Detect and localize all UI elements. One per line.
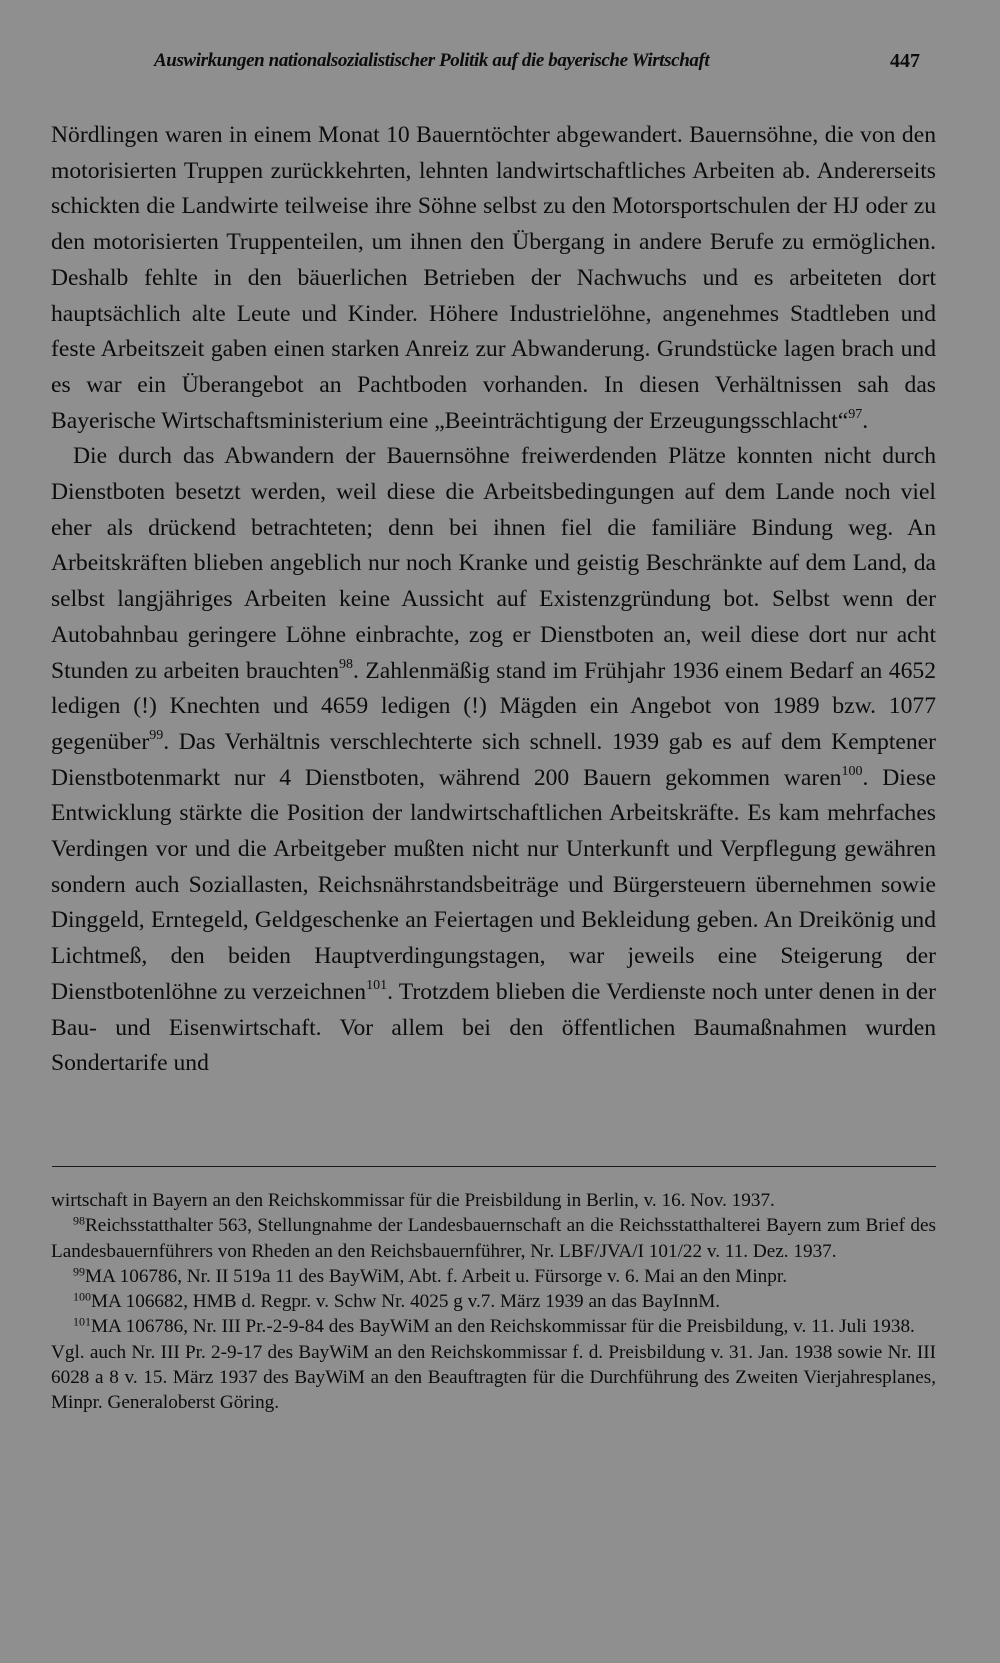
running-header (150, 46, 920, 76)
footnote-ref: 97 (848, 406, 863, 422)
text-run: Die durch das Abwandern der Bauernsöhne freiwerdenden Plätze konnten nicht durch Dienstboten besetzt werden, weil diese die Arbeitsbedingungen auf dem Lande noch viel eher als drückend betrachteten; denn bei ihnen fiel die familiäre Bindung weg. An Arbeitskräften blieben angeblich nur noch Kranke und geistig Beschränkte auf dem Land, da selbst langjähriges Arbeiten keine Aussicht auf Existenzgründung bot. Selbst wenn der Autobahnbau geringere Löhne einbrachte, zog er Dienstboten an, weil diese dort nur acht Stunden zu arbeiten brauchten (51, 443, 936, 684)
text-run: . Trotzdem blieben die Verdienste noch unter denen in der Bau- und Eisenwirtschaft. Vor allem bei den öffentlichen Baumaßnahmen wurden Sondertarife und (51, 978, 936, 1077)
footnote-text: MA 106682, HMB d. Regpr. v. Schw Nr. 4025 g v.7. März 1939 an das BayInnM. (91, 1291, 721, 1313)
footnote-text: MA 106786, Nr. III Pr.-2-9-84 des BayWiM an den Reichskommissar für die Preisbildung, v. 11. Juli 1938. (91, 1316, 915, 1338)
footnote-number: 100 (73, 1289, 91, 1304)
footnote-number: 99 (73, 1264, 85, 1279)
paragraph (51, 118, 936, 439)
page-number: 447 (890, 50, 920, 72)
text-run: . Das Verhältnis verschlechterte sich schnell. 1939 gab es auf dem Kemptener Dienstbotenmarkt nur 4 Dienstboten, während 200 Bauern gekommen waren (51, 728, 936, 791)
footnote-number: 101 (73, 1314, 91, 1329)
footnote-text: MA 106786, Nr. II 519a 11 des BayWiM, Abt. f. Arbeit u. Fürsorge v. 6. Mai an den Minpr. (85, 1265, 787, 1287)
text-run: . (862, 407, 869, 434)
footnote-ref: 101 (366, 978, 388, 994)
footnote-ref: 99 (149, 728, 164, 744)
footnote-text: Reichsstatthalter 563, Stellungnahme der Landesbauernschaft an die Reichsstatthalterei Bayern zum Brief des Landesbauernführers von Rheden an den Reichsbauernführer, Nr. LBF/JVA/I 101/22 v. 11. Dez. 1937. (51, 1215, 936, 1262)
text-run: Nördlingen waren in einem Monat 10 Bauerntöchter abgewandert. Bauernsöhne, die von den motorisierten Truppen zurückkehrten, lehnten landwirtschaftliches Arbeiten ab. Andererseits schickten die Landwirte teilweise ihre Söhne selbst zu den Motorsportschulen der HJ oder zu den motorisierten Truppenteilen, um ihnen den Übergang in andere Berufe zu ermöglichen. Deshalb fehlte in den bäuerlichen Betrieben der Nachwuchs und es arbeiteten dort hauptsächlich alte Leute und Kinder. Höhere Industrielöhne, angenehmes Stadtleben und feste Arbeitszeit gaben einen starken Anreiz zur Abwanderung. Grundstücke lagen brach und es war ein Überangebot an Pachtboden vorhanden. In diesen Verhältnissen sah das Bayerische Wirtschaftsministerium eine „Beeinträchtigung der Erzeugungsschlacht“ (51, 122, 936, 434)
footnote-continuation: wirtschaft in Bayern an den Reichskommissar für die Preisbildung in Berlin, v. 16. Nov. 1937. (51, 1190, 775, 1211)
main-text (51, 118, 936, 1082)
running-title: Auswirkungen nationalsozialistischer Politik auf die bayerische Wirtschaft (154, 50, 710, 71)
footnote (51, 1264, 936, 1289)
text-run: . Zahlenmäßig stand im Frühjahr 1936 einem Bedarf an 4652 ledigen (!) Knechten und 4659 ledigen (!) Mägden ein Angebot von 1989 bzw. 1077 gegenüber (51, 657, 936, 755)
footnote-ref: 100 (841, 763, 863, 779)
footnote-ref: 98 (339, 656, 353, 672)
footnotes (51, 1188, 936, 1416)
footnote-divider (52, 1166, 936, 1167)
footnote (51, 1213, 936, 1264)
footnote-number: 98 (73, 1213, 85, 1228)
paragraph (51, 439, 936, 1082)
footnote (51, 1289, 936, 1314)
footnote (51, 1314, 936, 1339)
footnote-continuation: Vgl. auch Nr. III Pr. 2-9-17 des BayWiM an den Reichskommissar f. d. Preisbildung v. 31. Jan. 1938 sowie Nr. III 6028 a 8 v. 15. März 1937 des BayWiM an den Beauftragten für die Durchführung des Zweiten Vierjahresplanes, Minpr. Generaloberst Göring. (51, 1341, 936, 1414)
text-run: . Diese Entwicklung stärkte die Position der landwirtschaftlichen Arbeitskräfte. Es kam mehrfaches Verdingen vor und die Arbeitgeber mußten nicht nur Unterkunft und Verpflegung gewähren sondern auch Soziallasten, Reichsnährstandsbeiträge und Bürgersteuern übernehmen sowie Dinggeld, Erntegeld, Geldgeschenke an Feiertagen und Bekleidung geben. An Dreikönig und Lichtmeß, den beiden Hauptverdingungstagen, war jeweils eine Steigerung der Dienstbotenlöhne zu verzeichnen (51, 764, 936, 1005)
